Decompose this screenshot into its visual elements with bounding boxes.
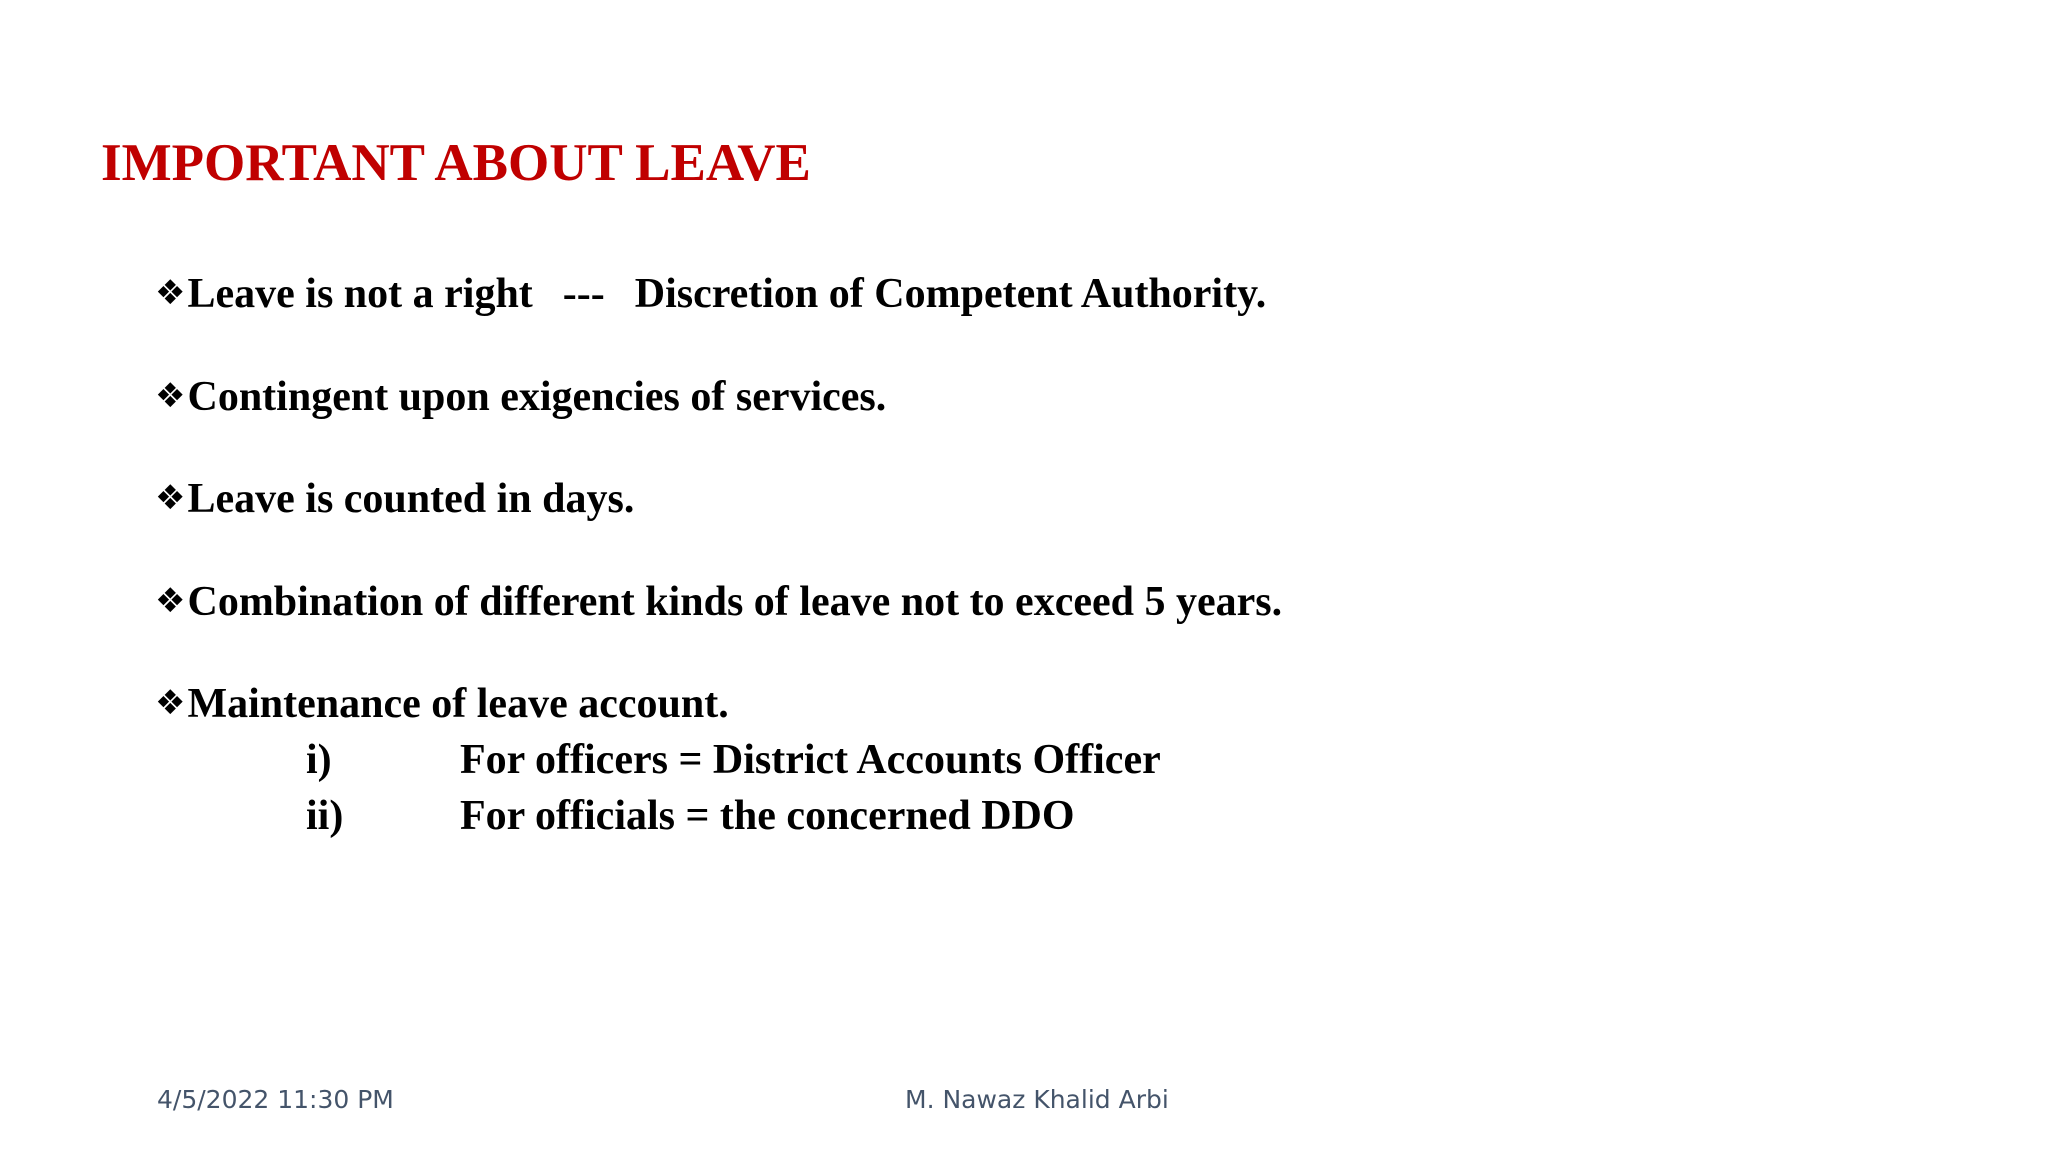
diamond-bullet-icon: ❖: [155, 273, 186, 313]
subitem-text: For officials = the concerned DDO: [460, 793, 1075, 839]
bullet-item: [155, 370, 886, 426]
bullet-item: [155, 472, 634, 528]
footer-date: 4/5/2022 11:30 PM: [157, 1085, 394, 1114]
footer-author: M. Nawaz Khalid Arbi: [905, 1085, 1169, 1114]
bullet-item: [155, 575, 1282, 631]
slide-title: IMPORTANT ABOUT LEAVE: [101, 134, 811, 192]
subitem-text: For officers = District Accounts Officer: [460, 737, 1161, 783]
bullet-text: Leave is not a right: [187, 271, 533, 317]
bullet-text: Contingent upon exigencies of services.: [187, 374, 887, 420]
bullet-item: [155, 267, 1266, 323]
diamond-bullet-icon: ❖: [155, 376, 186, 416]
bullet-text: Maintenance of leave account.: [187, 681, 729, 727]
diamond-bullet-icon: ❖: [155, 581, 186, 621]
bullet-text: Discretion of Competent Authority.: [634, 271, 1267, 317]
bullet-text: Combination of different kinds of leave not to exceed 5 years.: [187, 579, 1283, 625]
subitem-number: i): [306, 737, 332, 783]
bullet-separator: ---: [562, 271, 605, 317]
diamond-bullet-icon: ❖: [155, 478, 186, 518]
bullet-item: [155, 677, 729, 733]
bullet-text: Leave is counted in days.: [187, 476, 635, 522]
diamond-bullet-icon: ❖: [155, 683, 186, 723]
subitem-number: ii): [306, 793, 344, 839]
